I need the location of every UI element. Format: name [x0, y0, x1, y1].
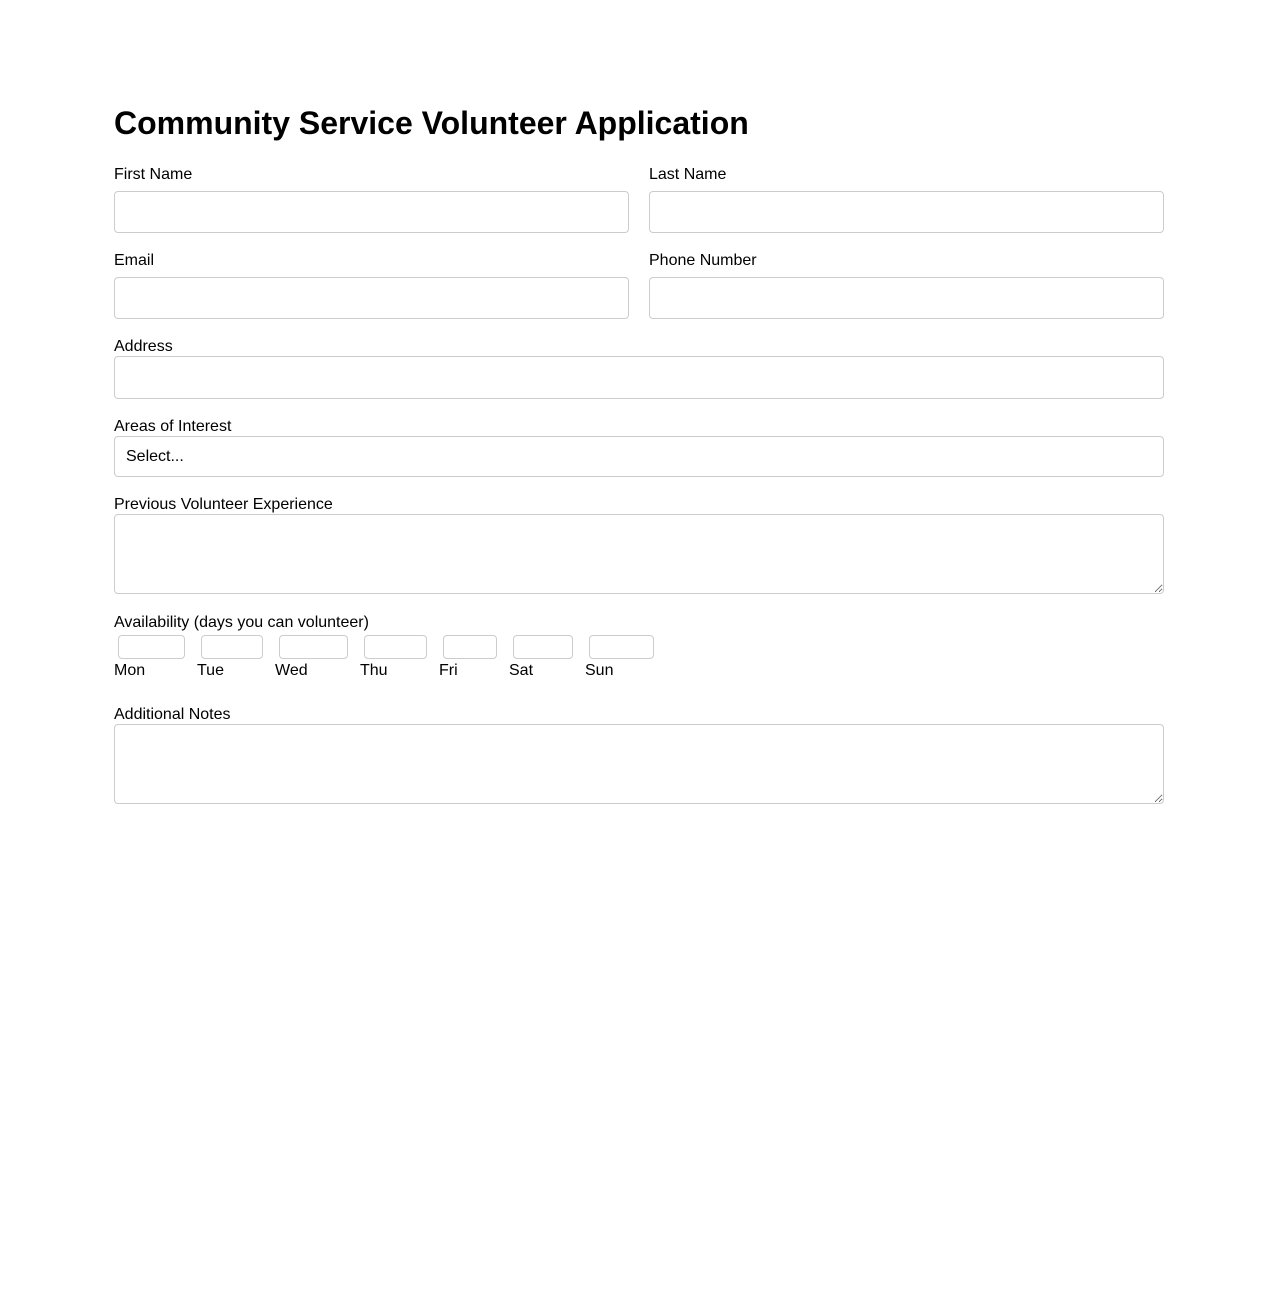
phone-input[interactable] [649, 277, 1164, 319]
last-name-label: Last Name [649, 166, 727, 183]
day-checkbox-sun[interactable] [589, 635, 654, 659]
interests-select[interactable] [114, 436, 1164, 477]
day-checkbox-mon[interactable] [118, 635, 185, 659]
day-checkbox-thu[interactable] [364, 635, 427, 659]
day-label-wed: Wed [275, 662, 308, 679]
day-checkbox-wed[interactable] [279, 635, 348, 659]
day-label-tue: Tue [197, 662, 224, 679]
notes-label: Additional Notes [114, 706, 231, 723]
day-checkbox-tue[interactable] [201, 635, 263, 659]
day-checkbox-sat[interactable] [513, 635, 573, 659]
day-checkbox-fri[interactable] [443, 635, 497, 659]
address-input[interactable] [114, 356, 1164, 399]
experience-textarea[interactable] [114, 514, 1164, 594]
interests-selected-value: Select... [126, 447, 184, 465]
first-name-input[interactable] [114, 191, 629, 233]
email-input[interactable] [114, 277, 629, 319]
day-label-mon: Mon [114, 662, 146, 679]
experience-label: Previous Volunteer Experience [114, 496, 333, 513]
page-title: Community Service Volunteer Application [114, 105, 749, 141]
notes-textarea[interactable] [114, 724, 1164, 804]
day-label-sun: Sun [585, 662, 614, 679]
first-name-label: First Name [114, 166, 193, 183]
email-label: Email [114, 252, 155, 269]
availability-label: Availability (days you can volunteer) [114, 614, 369, 631]
day-label-thu: Thu [360, 662, 388, 679]
interests-label: Areas of Interest [114, 418, 232, 435]
address-label: Address [114, 338, 173, 355]
day-label-fri: Fri [439, 662, 458, 679]
phone-label: Phone Number [649, 252, 757, 269]
last-name-input[interactable] [649, 191, 1164, 233]
day-label-sat: Sat [509, 662, 534, 679]
